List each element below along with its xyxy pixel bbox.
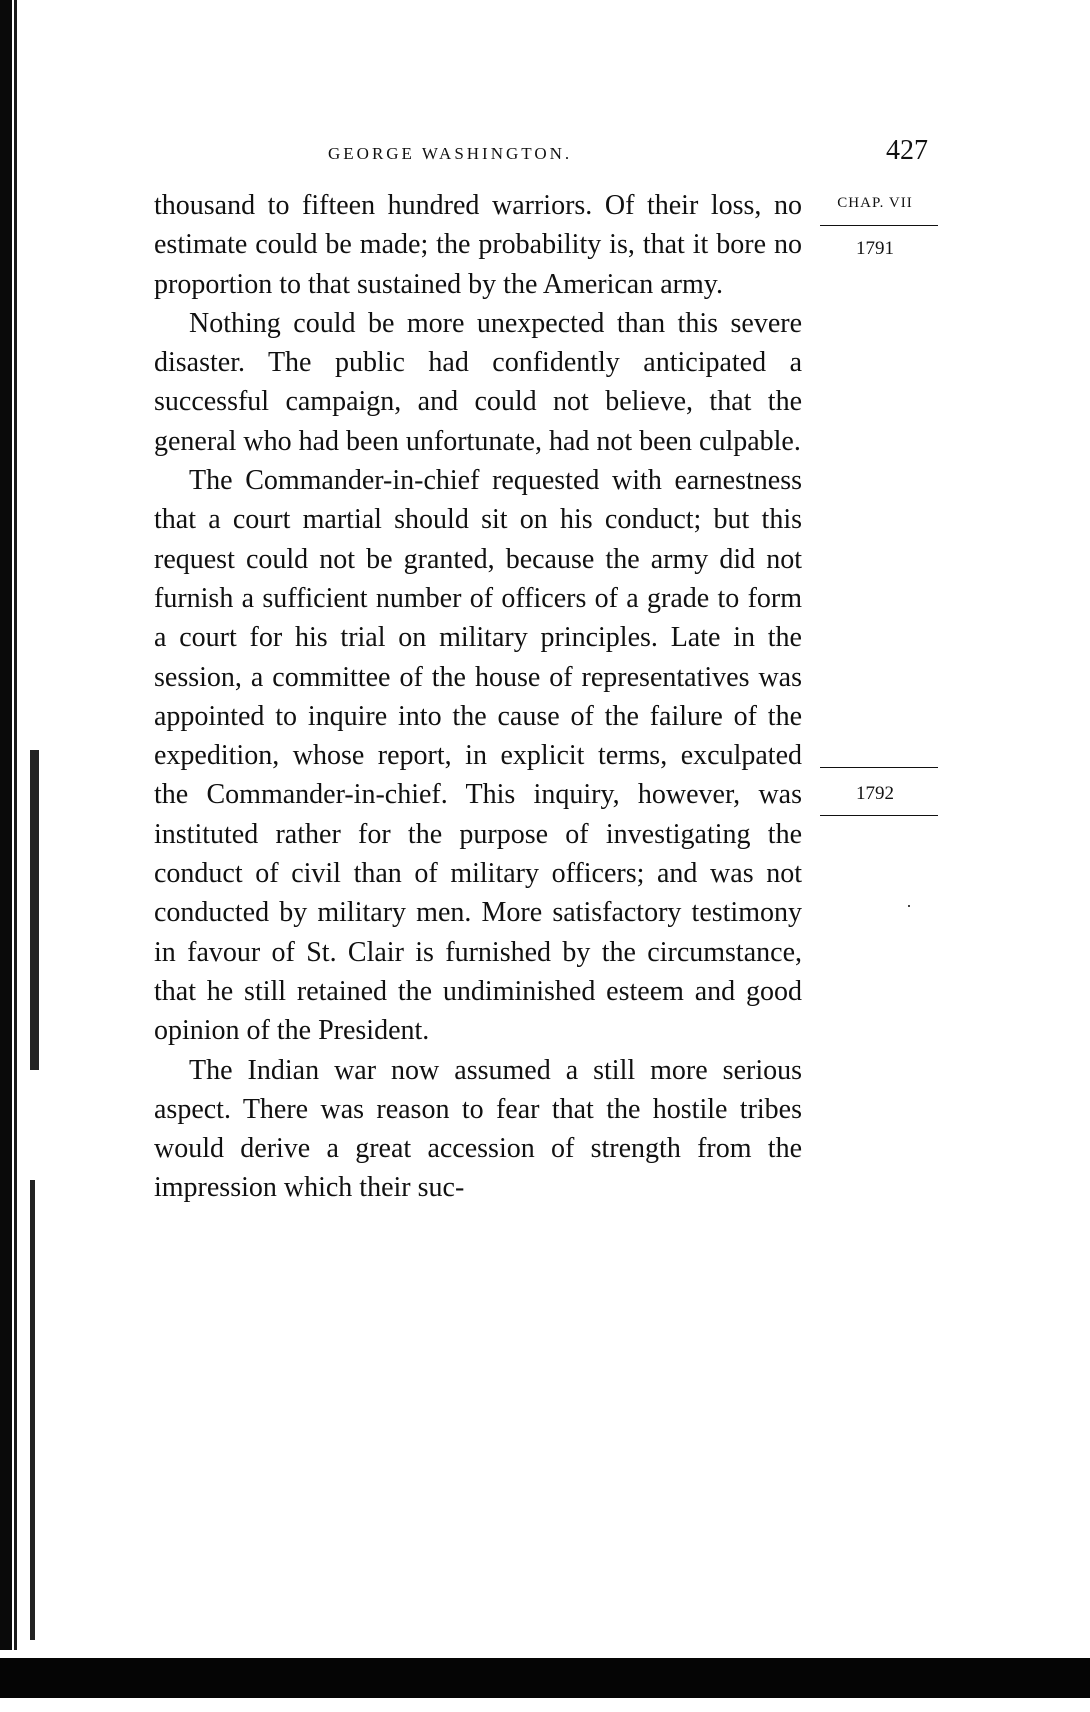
page-number: 427 bbox=[886, 135, 928, 166]
paragraph: The Commander-in-chief requested with earnestness that a court martial should sit on his conduct; but this request could not be granted, because the army did not furnish a sufficient number of officers of a grade to form a court for his trial on military principles. Late in the session, a committee of the house of representatives was appointed to inquire into the cause of the failure of the expedition, whose report, in explicit terms, exculpated the Commander-in-chief. This inquiry, however, was instituted rather for the purpose of investigating the conduct of civil than of military officers; and was not conducted by military men. More satisfactory testimony in favour of St. Clair is furnished by the circumstance, that he still retained the undiminished esteem and good opinion of the President. bbox=[154, 465, 802, 1047]
book-spine-shadow bbox=[0, 0, 12, 1650]
body-text bbox=[154, 186, 802, 1208]
margin-chapter-label: CHAP. VII bbox=[837, 195, 913, 211]
margin-rule bbox=[820, 225, 938, 226]
paragraph: Nothing could be more unexpected than this severe disaster. The public had confidently anticipated a successful campaign, and could not believe, that the general who had been unfortunate, had not been culpable. bbox=[154, 307, 802, 457]
margin-year-1792: 1792 bbox=[856, 783, 894, 804]
gutter-shadow bbox=[30, 750, 39, 1070]
margin-year-1791: 1791 bbox=[856, 238, 894, 259]
print-speck bbox=[908, 905, 910, 907]
page-bottom-edge bbox=[0, 1658, 1090, 1698]
running-title: GEORGE WASHINGTON. bbox=[328, 144, 573, 163]
paragraph: thousand to fifteen hundred warriors. Of their loss, no estimate could be made; the probability is, that it bore no proportion to that sustained by the American army. bbox=[154, 190, 802, 300]
gutter-shadow-lower bbox=[30, 1180, 35, 1640]
book-spine-edge bbox=[14, 0, 17, 1650]
margin-rule bbox=[820, 815, 938, 816]
margin-rule bbox=[820, 767, 938, 768]
paragraph: The Indian war now assumed a still more serious aspect. There was reason to fear that the hostile tribes would derive a great accession of strength from the impression which their suc- bbox=[154, 1054, 802, 1204]
